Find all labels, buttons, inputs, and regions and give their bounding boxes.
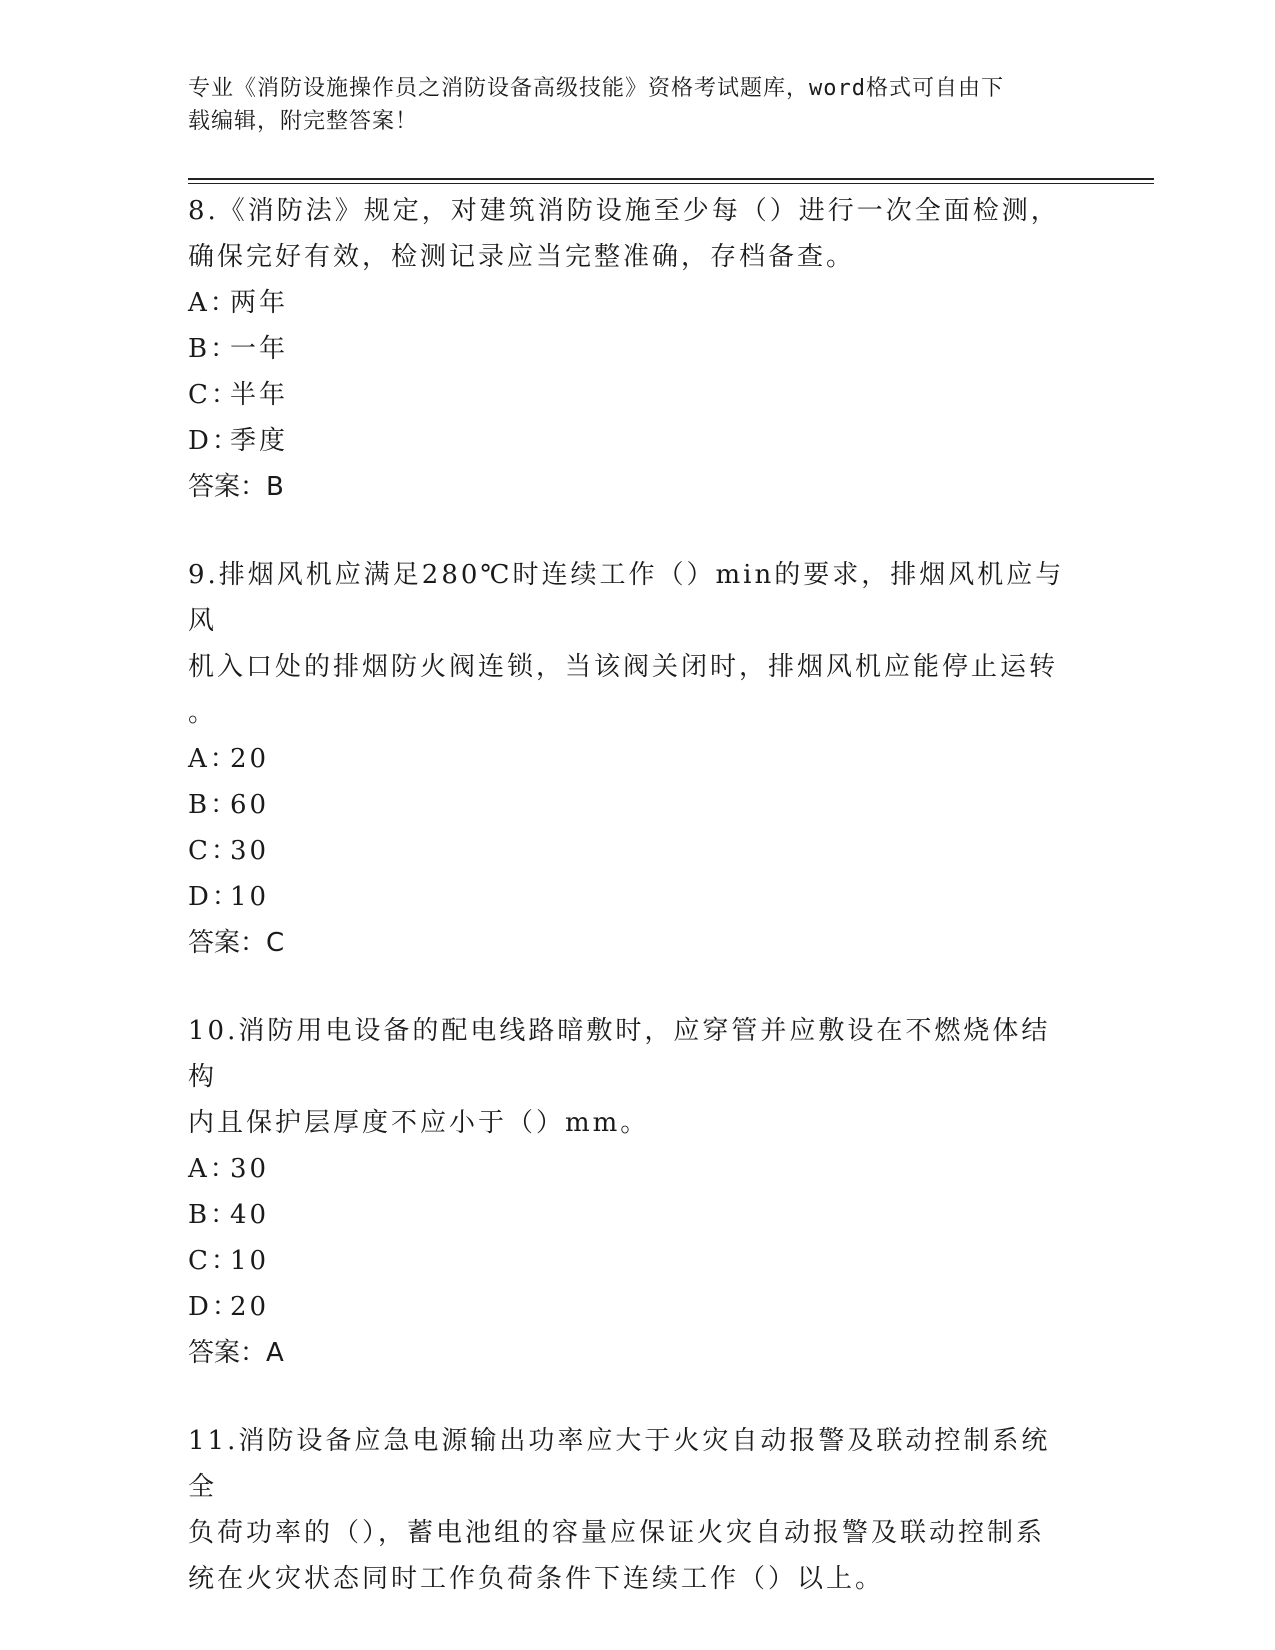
option-text: 半年 (230, 380, 289, 410)
answer: 答案：C (188, 928, 285, 958)
option-key: A： (188, 1154, 239, 1184)
question-stem-line: 11.消防设备应急电源输出功率应大于火灾自动报警及联动控制系统全 (188, 1426, 1051, 1502)
option-key: D： (188, 426, 241, 456)
option-c (188, 1238, 1068, 1284)
option-text: 40 (230, 1200, 270, 1230)
option-b (188, 782, 1068, 828)
option-b (188, 326, 1068, 372)
question-8 (188, 188, 1068, 510)
option-a (188, 280, 1068, 326)
option-a (188, 736, 1068, 782)
document-header (188, 72, 1068, 138)
question-stem-line: 10.消防用电设备的配电线路暗敷时，应穿管并应敷设在不燃烧体结构 (188, 1016, 1051, 1092)
question-11 (188, 1418, 1068, 1602)
answer: 答案：B (188, 472, 284, 502)
option-text: 30 (230, 836, 270, 866)
option-text: 10 (230, 882, 270, 912)
question-stem-line: 机入口处的排烟防火阀连锁，当该阀关闭时，排烟风机应能停止运转 (188, 652, 1059, 682)
question-stem-line: 9.排烟风机应满足280℃时连续工作（）min的要求，排烟风机应与风 (188, 560, 1065, 636)
option-key: A： (188, 744, 239, 774)
answer: 答案：A (188, 1338, 284, 1368)
question-9 (188, 552, 1068, 966)
question-list (188, 188, 1068, 1644)
option-text: 20 (230, 1292, 270, 1322)
option-d (188, 418, 1068, 464)
header-line-2: 载编辑，附完整答案！ (188, 109, 419, 134)
question-stem-line: 。 (188, 698, 218, 728)
option-text: 10 (230, 1246, 270, 1276)
option-text: 60 (230, 790, 270, 820)
option-key: B： (188, 1200, 240, 1230)
option-c (188, 372, 1068, 418)
question-stem-line: 8.《消防法》规定，对建筑消防设施至少每（）进行一次全面检测， (188, 196, 1060, 226)
option-key: B： (188, 790, 240, 820)
option-key: B： (188, 334, 240, 364)
header-line-1: 专业《消防设施操作员之消防设备高级技能》资格考试题库，word格式可自由下 (188, 76, 1004, 101)
option-d (188, 1284, 1068, 1330)
option-key: D： (188, 882, 241, 912)
question-stem-line: 确保完好有效，检测记录应当完整准确，存档备查。 (188, 242, 856, 272)
option-text: 季度 (230, 426, 289, 456)
question-stem-line: 统在火灾状态同时工作负荷条件下连续工作（）以上。 (188, 1564, 885, 1594)
option-text: 一年 (230, 334, 289, 364)
option-key: C： (188, 1246, 240, 1276)
option-text: 两年 (230, 288, 289, 318)
option-key: C： (188, 380, 240, 410)
option-text: 20 (230, 744, 270, 774)
question-10 (188, 1008, 1068, 1376)
option-d (188, 874, 1068, 920)
question-stem-line: 内且保护层厚度不应小于（）mm。 (188, 1108, 650, 1138)
option-key: C： (188, 836, 240, 866)
option-a (188, 1146, 1068, 1192)
option-text: 30 (230, 1154, 270, 1184)
option-key: D： (188, 1292, 241, 1322)
option-key: A： (188, 288, 239, 318)
header-divider (188, 178, 1154, 184)
question-stem-line: 负荷功率的（），蓄电池组的容量应保证火灾自动报警及联动控制系 (188, 1518, 1046, 1548)
option-b (188, 1192, 1068, 1238)
option-c (188, 828, 1068, 874)
